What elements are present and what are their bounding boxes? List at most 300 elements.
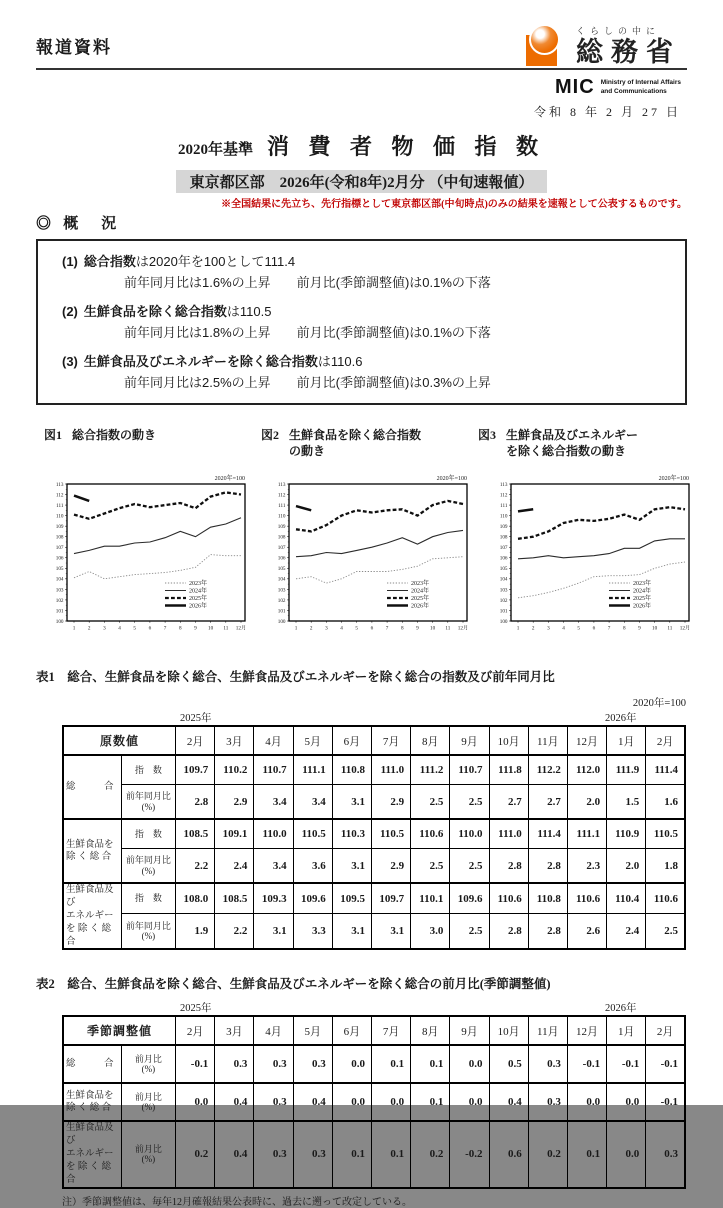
svg-text:8: 8 (178, 625, 182, 632)
value-cell: 2.6 (567, 914, 606, 950)
month-header: 2月 (176, 726, 215, 755)
value-cell: 2.2 (176, 849, 215, 884)
month-header: 6月 (332, 726, 371, 755)
mom-seasonally-adjusted-table (62, 1015, 686, 1188)
figure-text: 生鮮食品を除く総合指数 の動き (289, 428, 422, 459)
value-cell: 0.1 (332, 1121, 371, 1187)
month-header: 8月 (411, 1016, 450, 1045)
value-cell: 111.1 (293, 755, 332, 785)
value-cell: 2.4 (607, 914, 646, 950)
legend-label: 2026年 (189, 604, 208, 611)
svg-text:2: 2 (531, 625, 535, 632)
summary-item-2 (62, 301, 669, 341)
series-2023年 (296, 557, 463, 583)
value-cell: 110.6 (567, 883, 606, 913)
row-label: 前年同月比 (%) (121, 914, 175, 950)
svg-text:100: 100 (55, 619, 64, 626)
value-cell: 0.0 (176, 1083, 215, 1121)
svg-text:3: 3 (325, 625, 328, 632)
value-cell: 110.6 (489, 883, 528, 913)
value-cell: 111.1 (567, 819, 606, 849)
chart-unit-note: 2020年=100 (214, 476, 245, 483)
figure-text: 生鮮食品及びエネルギー を除く総合指数の動き (506, 428, 639, 459)
row-label: 前月比 (%) (121, 1045, 175, 1083)
value-cell: -0.1 (176, 1045, 215, 1083)
value-cell: 3.1 (332, 914, 371, 950)
value-cell: 0.3 (646, 1121, 685, 1187)
value-cell: 109.1 (215, 819, 254, 849)
figure-text: 総合指数の動き (72, 428, 157, 442)
month-header: 1月 (607, 1016, 646, 1045)
item-number: (1) (62, 254, 78, 269)
svg-text:107: 107 (499, 545, 508, 552)
value-cell: 2.5 (411, 785, 450, 820)
svg-text:12月: 12月 (457, 625, 469, 632)
value-cell: 2.5 (450, 849, 489, 884)
value-cell: 3.1 (332, 849, 371, 884)
value-cell: 0.2 (411, 1121, 450, 1187)
value-cell: 2.7 (489, 785, 528, 820)
svg-text:101: 101 (277, 608, 286, 615)
value-cell: 0.1 (371, 1045, 410, 1083)
legend-label: 2025年 (633, 596, 652, 603)
item-bold: 総合指数 (83, 254, 136, 269)
value-cell: 0.1 (371, 1121, 410, 1187)
month-header: 9月 (450, 726, 489, 755)
month-header: 2月 (176, 1016, 215, 1045)
value-cell: 109.6 (293, 883, 332, 913)
value-cell: 111.9 (607, 755, 646, 785)
figure2-title (261, 427, 462, 459)
value-cell: 108.0 (176, 883, 215, 913)
svg-text:108: 108 (499, 534, 508, 541)
svg-text:106: 106 (277, 556, 286, 563)
svg-text:102: 102 (55, 598, 64, 605)
value-cell: 2.8 (489, 914, 528, 950)
value-cell: 0.0 (371, 1083, 410, 1121)
item-bold: 生鮮食品及びエネルギーを除く総合指数 (83, 354, 318, 369)
header-rule (36, 68, 687, 70)
svg-text:109: 109 (55, 524, 64, 531)
series-2026年 (296, 506, 311, 510)
svg-text:9: 9 (416, 625, 419, 632)
legend-label: 2025年 (189, 596, 208, 603)
series-2023年 (74, 555, 241, 579)
line-chart-ex-fresh-food-energy (488, 473, 694, 643)
value-cell: 109.3 (254, 883, 293, 913)
value-cell: 0.2 (176, 1121, 215, 1187)
svg-text:100: 100 (499, 619, 508, 626)
value-cell: 110.0 (254, 819, 293, 849)
value-cell: 1.5 (607, 785, 646, 820)
value-cell: 0.4 (293, 1083, 332, 1121)
value-cell: 110.2 (215, 755, 254, 785)
ministry-name: 総務省 (576, 37, 681, 67)
svg-text:104: 104 (277, 577, 286, 584)
group-name: 総 合 (63, 1045, 121, 1083)
value-cell: -0.1 (607, 1045, 646, 1083)
svg-text:4: 4 (118, 625, 121, 632)
month-header: 2月 (646, 726, 685, 755)
legend-label: 2024年 (633, 589, 652, 596)
row-label: 前年同月比 (%) (121, 785, 175, 820)
svg-text:4: 4 (562, 625, 565, 632)
footnote: 注）季節調整値は、毎年12月確報結果公表時に、過去に遡って改定している。 (62, 1196, 412, 1208)
value-cell: 0.0 (567, 1083, 606, 1121)
group-name: 生鮮食品及び エネルギー を 除 く 総 合 (63, 1121, 121, 1187)
value-cell: 0.2 (528, 1121, 567, 1187)
svg-text:12月: 12月 (235, 625, 247, 632)
table2-year-row (62, 1000, 686, 1015)
svg-text:11: 11 (223, 625, 229, 632)
svg-text:6: 6 (370, 625, 374, 632)
item-number: (2) (62, 304, 78, 319)
svg-text:7: 7 (385, 625, 389, 632)
subtitle-highlight: 東京都区部 2026年(令和8年)2月分 （中旬速報値） (176, 170, 548, 193)
value-cell: 110.7 (450, 755, 489, 785)
month-header: 8月 (411, 726, 450, 755)
summary-item-3 (62, 351, 669, 391)
overview-mark: ◎ (36, 215, 56, 232)
svg-text:110: 110 (499, 513, 508, 520)
value-cell: 112.2 (528, 755, 567, 785)
figure-label: 図3 (478, 428, 497, 442)
mic-abbr: MIC (555, 76, 595, 98)
svg-text:7: 7 (607, 625, 611, 632)
value-cell: 3.4 (293, 785, 332, 820)
value-cell: 110.1 (411, 883, 450, 913)
month-header: 12月 (567, 1016, 606, 1045)
svg-text:103: 103 (499, 587, 508, 594)
value-cell: 3.1 (371, 914, 410, 950)
value-cell: 109.7 (176, 755, 215, 785)
table-corner-header: 季節調整値 (63, 1016, 176, 1045)
row-label: 指 数 (121, 755, 175, 785)
figure3-title (478, 427, 679, 459)
legend-label: 2024年 (189, 589, 208, 596)
table2-block (62, 1000, 686, 1188)
mic-logo-icon (526, 24, 566, 66)
value-cell: 2.9 (371, 785, 410, 820)
svg-text:4: 4 (340, 625, 343, 632)
value-cell: 110.6 (411, 819, 450, 849)
svg-text:111: 111 (56, 503, 64, 510)
group-name: 生鮮食品を 除 く 総 合 (63, 819, 121, 883)
value-cell: 0.3 (293, 1121, 332, 1187)
row-label: 前年同月比 (%) (121, 849, 175, 884)
svg-text:8: 8 (400, 625, 404, 632)
value-cell: 0.1 (567, 1121, 606, 1187)
value-cell: 0.0 (332, 1045, 371, 1083)
group-name: 生鮮食品を 除 く 総 合 (63, 1083, 121, 1121)
value-cell: 108.5 (215, 883, 254, 913)
value-cell: 2.8 (176, 785, 215, 820)
value-cell: 0.6 (489, 1121, 528, 1187)
value-cell: 2.9 (371, 849, 410, 884)
page-header (36, 24, 687, 66)
value-cell: 0.3 (528, 1045, 567, 1083)
value-cell: 0.0 (450, 1083, 489, 1121)
svg-text:2: 2 (309, 625, 313, 632)
value-cell: 2.4 (215, 849, 254, 884)
value-cell: 2.2 (215, 914, 254, 950)
svg-text:113: 113 (277, 482, 286, 489)
series-2025年 (296, 501, 463, 532)
svg-text:8: 8 (622, 625, 626, 632)
logo-sphere-shape (529, 24, 560, 55)
value-cell: -0.1 (646, 1083, 685, 1121)
yoy-text: 前年同月比は2.5%の上昇 (124, 375, 271, 390)
value-cell: 110.9 (607, 819, 646, 849)
value-cell: 0.5 (489, 1045, 528, 1083)
logo-tagline: くらしの中に (576, 26, 661, 36)
svg-text:107: 107 (55, 545, 64, 552)
value-cell: 2.5 (450, 785, 489, 820)
line-chart-overall-index (44, 473, 250, 643)
value-cell: 109.5 (332, 883, 371, 913)
value-cell: 111.8 (489, 755, 528, 785)
svg-text:107: 107 (277, 545, 286, 552)
svg-text:103: 103 (55, 587, 64, 594)
month-header: 10月 (489, 726, 528, 755)
svg-text:1: 1 (72, 625, 76, 632)
figure-label: 図2 (261, 428, 280, 442)
row-label: 指 数 (121, 819, 175, 849)
value-cell: 2.5 (646, 914, 685, 950)
series-2024年 (518, 539, 685, 559)
svg-text:101: 101 (55, 608, 64, 615)
value-cell: 1.6 (646, 785, 685, 820)
value-cell: 0.4 (215, 1121, 254, 1187)
mic-english-line (36, 76, 687, 99)
svg-text:6: 6 (592, 625, 596, 632)
year-label-left: 2025年 (180, 1003, 212, 1015)
svg-text:113: 113 (499, 482, 508, 489)
item-rest: は110.5 (226, 304, 272, 319)
doc-type-label: 報道資料 (36, 38, 112, 57)
value-cell: 3.4 (254, 849, 293, 884)
table-corner-header: 原数値 (63, 726, 176, 755)
month-header: 4月 (254, 726, 293, 755)
svg-text:104: 104 (55, 577, 64, 584)
preliminary-note: ※全国結果に先立ち、先行指標として東京都区部(中旬時点)のみの結果を速報として公表するものです。 (221, 199, 687, 210)
svg-text:9: 9 (638, 625, 641, 632)
svg-text:112: 112 (277, 492, 286, 499)
year-label-right: 2026年 (605, 713, 637, 725)
year-label-right: 2026年 (605, 1003, 637, 1015)
value-cell: 2.0 (607, 849, 646, 884)
svg-text:100: 100 (277, 619, 286, 626)
month-header: 12月 (567, 726, 606, 755)
legend-label: 2025年 (411, 596, 430, 603)
value-cell: 111.4 (528, 819, 567, 849)
value-cell: 0.1 (411, 1083, 450, 1121)
svg-text:9: 9 (194, 625, 197, 632)
value-cell: 2.5 (411, 849, 450, 884)
value-cell: 110.7 (254, 755, 293, 785)
release-date: 令和 8 年 2 月 27 日 (533, 105, 681, 119)
series-2026年 (518, 510, 533, 512)
mic-logo (526, 24, 687, 66)
overview-heading (36, 212, 687, 233)
svg-text:10: 10 (652, 625, 658, 632)
month-header: 7月 (371, 726, 410, 755)
value-cell: 110.4 (607, 883, 646, 913)
svg-text:11: 11 (445, 625, 451, 632)
value-cell: 110.5 (646, 819, 685, 849)
svg-text:101: 101 (499, 608, 508, 615)
group-name: 総 合 (63, 755, 121, 819)
svg-text:106: 106 (499, 556, 508, 563)
summary-box (36, 239, 687, 405)
value-cell: -0.2 (450, 1121, 489, 1187)
chart-unit-note: 2020年=100 (658, 476, 689, 483)
svg-text:111: 111 (500, 503, 508, 510)
item-rest: は2020年を100として111.4 (135, 254, 296, 269)
value-cell: 3.0 (411, 914, 450, 950)
series-2024年 (74, 518, 241, 554)
month-header: 3月 (215, 1016, 254, 1045)
value-cell: 110.8 (332, 755, 371, 785)
series-2025年 (74, 493, 241, 519)
value-cell: 2.8 (528, 849, 567, 884)
value-cell: 0.3 (254, 1121, 293, 1187)
value-cell: 2.8 (528, 914, 567, 950)
svg-text:7: 7 (163, 625, 167, 632)
value-cell: 0.3 (215, 1045, 254, 1083)
value-cell: 109.7 (371, 883, 410, 913)
value-cell: 110.5 (371, 819, 410, 849)
month-header: 11月 (528, 1016, 567, 1045)
year-label-left: 2025年 (180, 713, 212, 725)
value-cell: 111.4 (646, 755, 685, 785)
subtitle-wrap (36, 170, 687, 193)
value-cell: 0.0 (332, 1083, 371, 1121)
value-cell: 3.4 (254, 785, 293, 820)
value-cell: 0.1 (411, 1045, 450, 1083)
overview-title: 概 況 (63, 215, 121, 232)
svg-text:5: 5 (133, 625, 137, 632)
index-and-yoy-table (62, 725, 686, 950)
svg-text:112: 112 (55, 492, 64, 499)
svg-text:110: 110 (277, 513, 286, 520)
table1-year-row (62, 710, 686, 725)
svg-text:3: 3 (547, 625, 550, 632)
svg-text:1: 1 (516, 625, 520, 632)
svg-text:110: 110 (55, 513, 64, 520)
charts-row (36, 473, 691, 643)
svg-text:2: 2 (87, 625, 91, 632)
legend-label: 2024年 (411, 589, 430, 596)
table1-block (62, 695, 686, 950)
svg-text:104: 104 (499, 577, 508, 584)
value-cell: 110.6 (646, 883, 685, 913)
item-detail (62, 272, 669, 291)
value-cell: 108.5 (176, 819, 215, 849)
svg-text:10: 10 (208, 625, 214, 632)
svg-text:106: 106 (55, 556, 64, 563)
title-base-year: 2020年基準 (177, 142, 253, 158)
value-cell: 110.8 (528, 883, 567, 913)
svg-text:105: 105 (55, 566, 64, 573)
value-cell: 0.4 (215, 1083, 254, 1121)
value-cell: -0.1 (567, 1045, 606, 1083)
yoy-text: 前年同月比は1.8%の上昇 (124, 325, 271, 340)
svg-text:102: 102 (277, 598, 286, 605)
row-label: 前月比 (%) (121, 1083, 175, 1121)
svg-text:105: 105 (499, 566, 508, 573)
value-cell: 3.3 (293, 914, 332, 950)
value-cell: 0.3 (293, 1045, 332, 1083)
svg-text:5: 5 (355, 625, 359, 632)
yoy-text: 前年同月比は1.6%の上昇 (124, 275, 271, 290)
value-cell: 3.6 (293, 849, 332, 884)
value-cell: 110.3 (332, 819, 371, 849)
value-cell: 110.0 (450, 819, 489, 849)
value-cell: 1.9 (176, 914, 215, 950)
item-detail (62, 372, 669, 391)
value-cell: 3.1 (332, 785, 371, 820)
mom-text: 前月比(季節調整値)は0.1%の下落 (296, 325, 491, 340)
value-cell: 2.3 (567, 849, 606, 884)
svg-text:105: 105 (277, 566, 286, 573)
legend-label: 2023年 (411, 581, 430, 588)
logo-text (576, 24, 681, 66)
svg-text:109: 109 (499, 524, 508, 531)
svg-text:112: 112 (499, 492, 508, 499)
value-cell: 3.1 (254, 914, 293, 950)
svg-text:108: 108 (277, 534, 286, 541)
value-cell: 2.0 (567, 785, 606, 820)
svg-text:6: 6 (148, 625, 152, 632)
value-cell: 0.3 (528, 1083, 567, 1121)
value-cell: 0.0 (607, 1083, 646, 1121)
svg-text:109: 109 (277, 524, 286, 531)
value-cell: 0.3 (254, 1083, 293, 1121)
value-cell: -0.1 (646, 1045, 685, 1083)
month-header: 10月 (489, 1016, 528, 1045)
value-cell: 109.6 (450, 883, 489, 913)
table1-unit-note: 2020年=100 (632, 698, 686, 710)
value-cell: 2.5 (450, 914, 489, 950)
figure-titles-row (36, 427, 687, 459)
series-2023年 (518, 562, 685, 598)
svg-text:10: 10 (430, 625, 436, 632)
series-2025年 (518, 508, 685, 540)
month-header: 5月 (293, 1016, 332, 1045)
month-header: 3月 (215, 726, 254, 755)
item-number: (3) (62, 354, 78, 369)
value-cell: 1.8 (646, 849, 685, 884)
mom-text: 前月比(季節調整値)は0.1%の下落 (296, 275, 491, 290)
svg-text:3: 3 (103, 625, 106, 632)
value-cell: 2.8 (489, 849, 528, 884)
title-main: 消 費 者 物 価 指 数 (267, 134, 546, 159)
value-cell: 0.4 (489, 1083, 528, 1121)
item-bold: 生鮮食品を除く総合指数 (83, 304, 227, 319)
month-header: 9月 (450, 1016, 489, 1045)
value-cell: 0.0 (607, 1121, 646, 1187)
item-detail (62, 322, 669, 341)
value-cell: 0.0 (450, 1045, 489, 1083)
svg-text:102: 102 (499, 598, 508, 605)
month-header: 11月 (528, 726, 567, 755)
mom-text: 前月比(季節調整値)は0.3%の上昇 (296, 375, 491, 390)
value-cell: 112.0 (567, 755, 606, 785)
chart-unit-note: 2020年=100 (436, 476, 467, 483)
document-title (36, 130, 687, 161)
value-cell: 2.7 (528, 785, 567, 820)
